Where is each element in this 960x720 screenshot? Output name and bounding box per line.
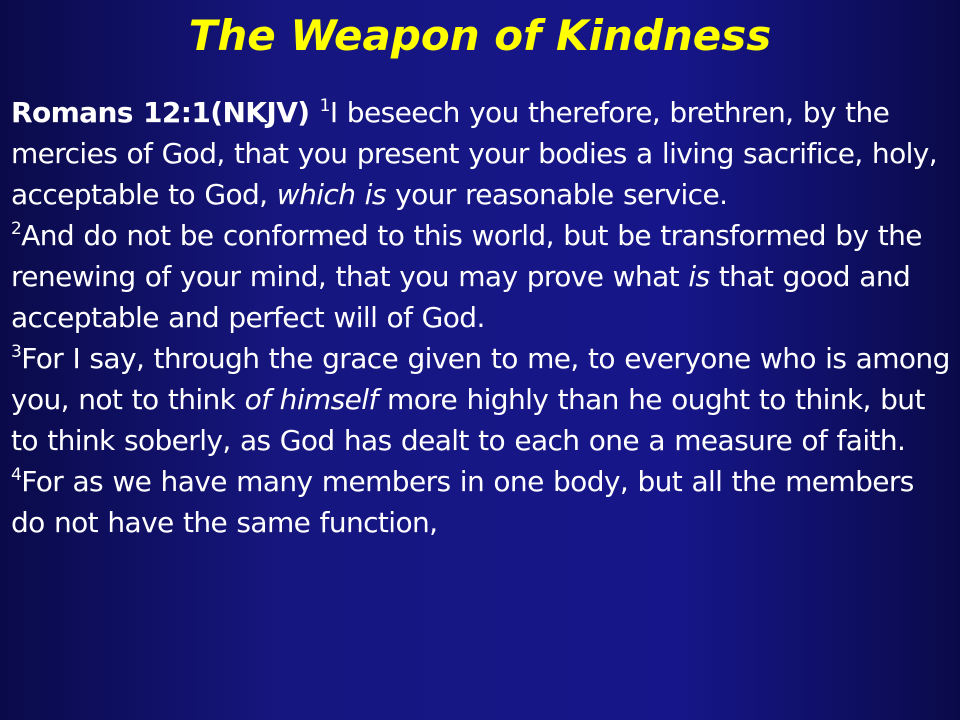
verse-2-text: And do not be conformed to this world, but be transformed by the renewing of your mind, that you may prove what (11, 219, 922, 293)
verse-2-italic: is (688, 260, 710, 293)
verse-3-text-end: more highly than he ought to think, but to think soberly, as God has dealt to each one a measure of faith. (11, 383, 925, 457)
slide-title: The Weapon of Kindness (188, 11, 772, 60)
verse-2-text-end: that good and acceptable and perfect will of God. (11, 260, 911, 334)
verse-number-1: 1 (319, 96, 330, 116)
verse-3 (11, 338, 953, 461)
verse-3-text: For I say, through the grace given to me, to everyone who is among you, not to think (11, 342, 950, 416)
verse-3-italic: of himself (244, 383, 378, 416)
verse-1-text-end: your reasonable service. (385, 178, 728, 211)
verse-2 (11, 215, 953, 338)
verse-1-italic: which is (276, 178, 386, 211)
verse-4-text: For as we have many members in one body, but all the members do not have the same function, (11, 465, 914, 539)
verse-number-2: 2 (11, 219, 22, 239)
verse-reference: Romans 12:1(NKJV) (11, 96, 320, 129)
verse-1 (11, 92, 953, 215)
verse-4 (11, 461, 953, 543)
verse-number-3: 3 (11, 342, 22, 362)
verse-number-4: 4 (11, 465, 22, 485)
scripture-passage (11, 92, 953, 543)
verse-1-text: I beseech you therefore, brethren, by the mercies of God, that you present your bodies a living sacrifice, holy, acceptable to God, (11, 96, 938, 211)
